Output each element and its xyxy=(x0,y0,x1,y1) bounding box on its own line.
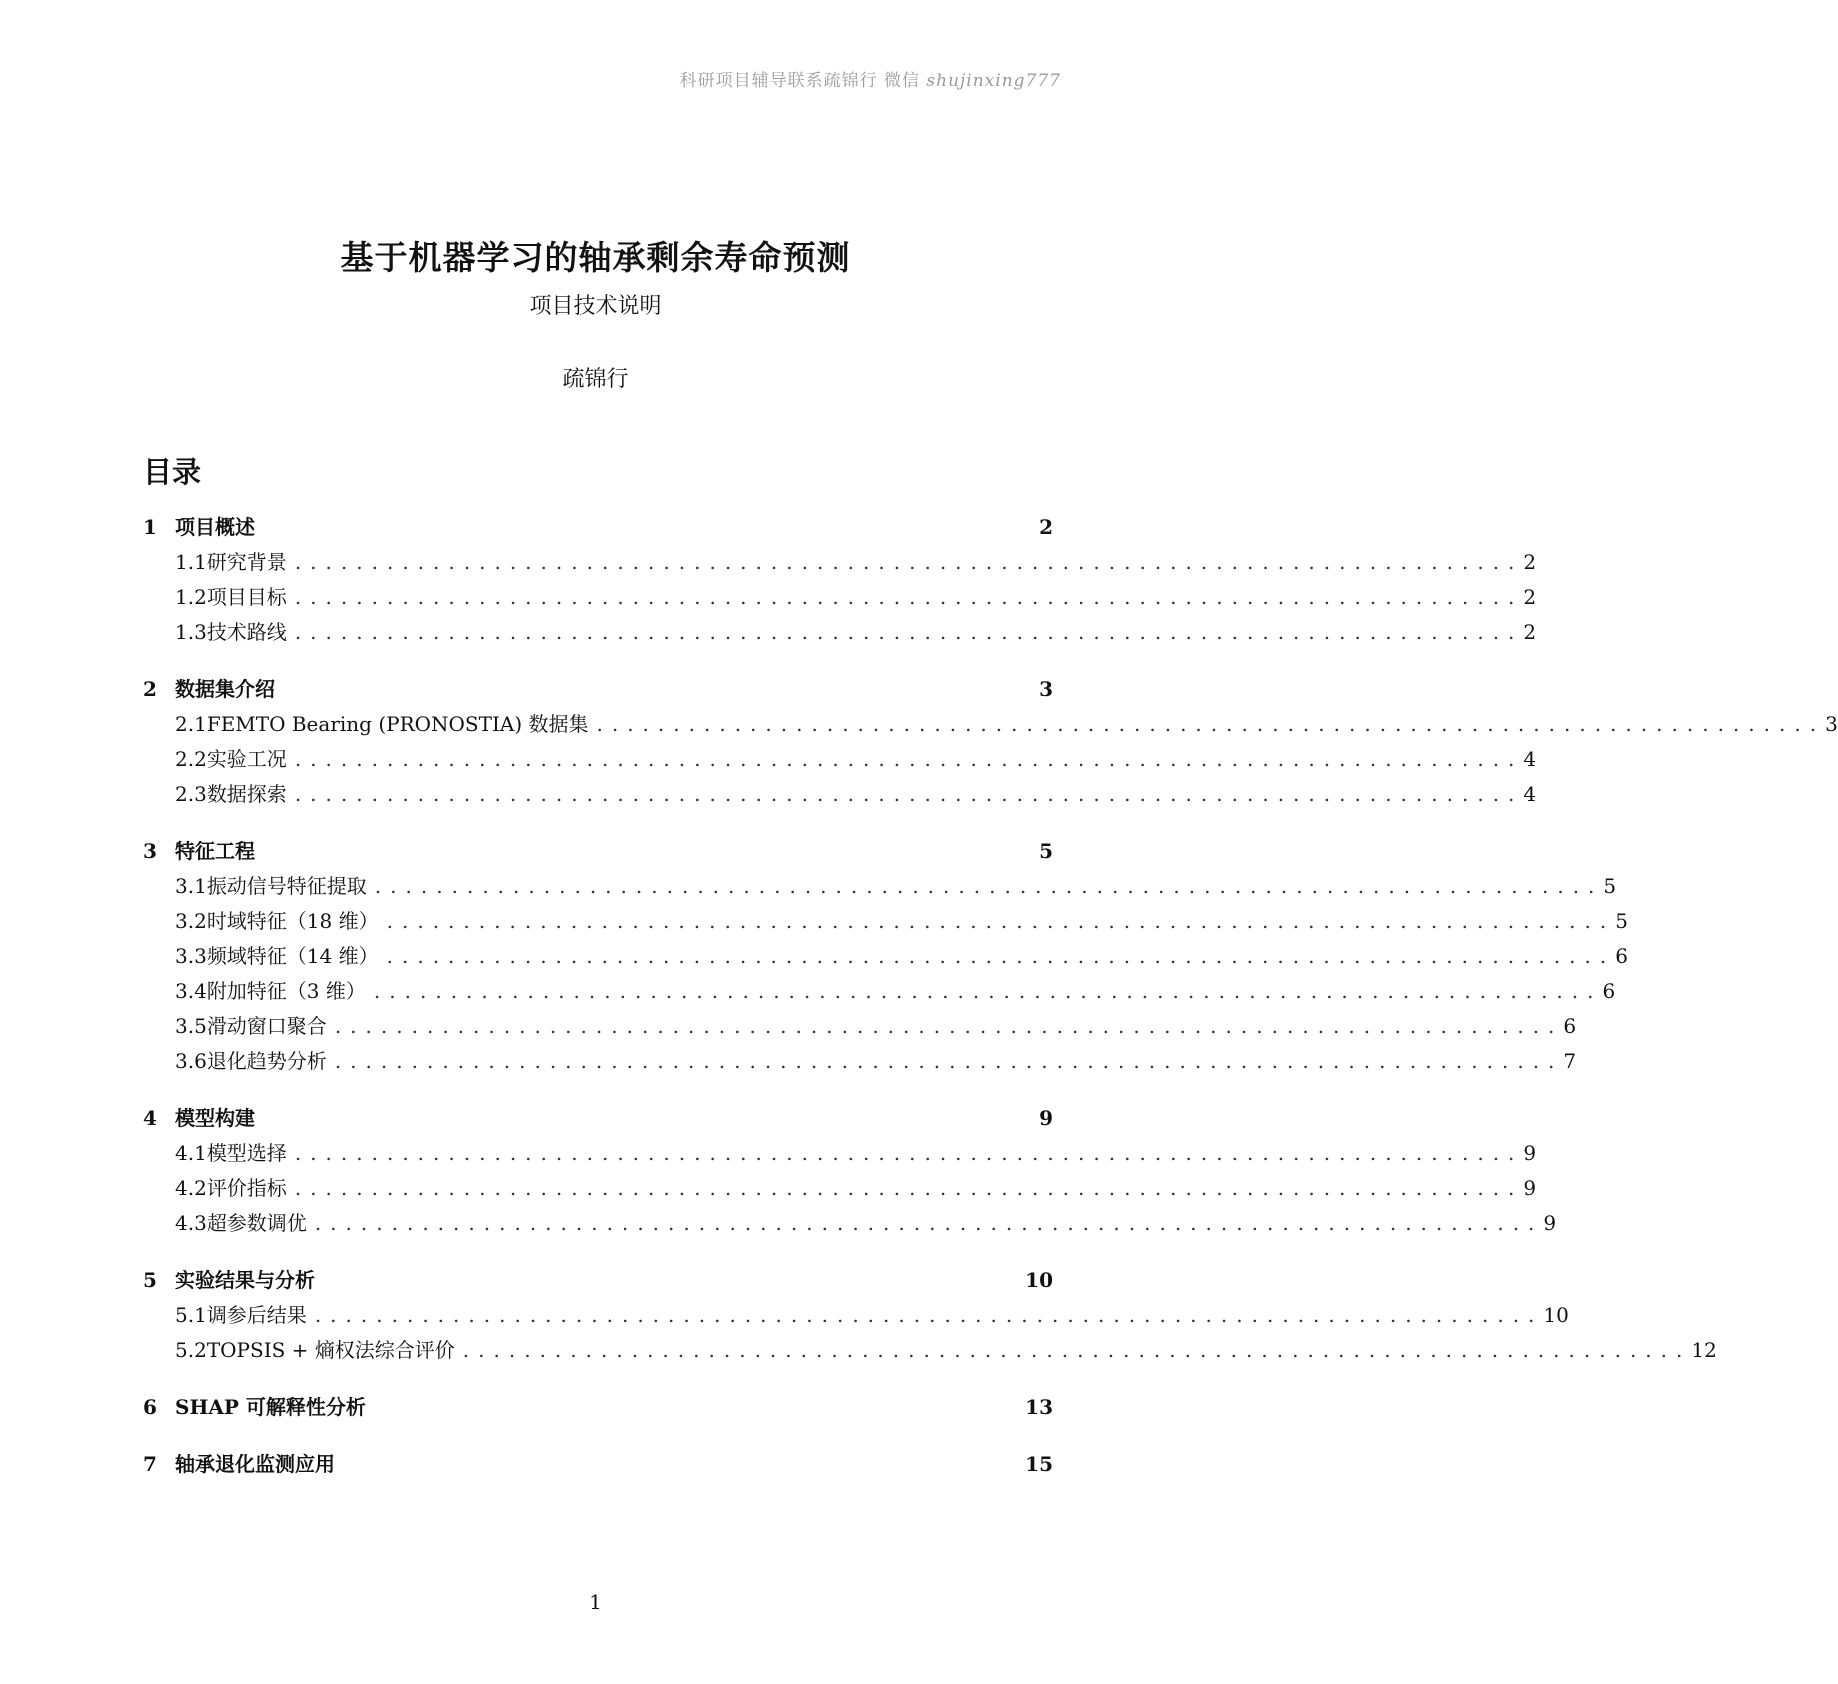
table-of-contents xyxy=(143,450,1838,1483)
toc-subsection-2.3[interactable] xyxy=(143,778,1537,813)
toc-dot-leader: ................................................................................ xyxy=(294,585,1524,609)
toc-subsection-title: 实验工况 xyxy=(206,747,287,771)
toc-subsection-title: 退化趋势分析 xyxy=(206,1049,327,1073)
toc-subsection-page: 10 xyxy=(1543,1303,1569,1327)
toc-section-3[interactable] xyxy=(143,835,1053,870)
toc-dot-leader: ................................................................................ xyxy=(386,944,1616,968)
toc-section-1[interactable] xyxy=(143,511,1053,546)
toc-subsection-number: 3.3 xyxy=(175,944,207,968)
toc-section-page: 5 xyxy=(1039,839,1053,863)
toc-dot-leader: ................................................................................ xyxy=(294,550,1524,574)
document-author: 疏锦行 xyxy=(562,367,629,392)
toc-dot-leader: ................................................................................ xyxy=(373,979,1603,1003)
toc-subsection-title: 超参数调优 xyxy=(206,1211,307,1235)
toc-section-5[interactable] xyxy=(143,1264,1053,1299)
toc-subsection-number: 3.1 xyxy=(175,874,207,898)
toc-subsection-5.2[interactable] xyxy=(143,1334,1717,1369)
toc-subsection-3.4[interactable] xyxy=(143,975,1616,1010)
toc-section-title: 特征工程 xyxy=(175,839,255,863)
toc-subsection-title: 频域特征（14 维） xyxy=(206,944,379,968)
toc-subsection-3.1[interactable] xyxy=(143,870,1617,905)
toc-heading: 目录 xyxy=(143,455,202,489)
toc-section-title: 项目概述 xyxy=(175,515,255,539)
toc-subsection-2.1[interactable] xyxy=(143,708,1838,743)
toc-section-4[interactable] xyxy=(143,1102,1053,1137)
toc-subsection-page: 6 xyxy=(1615,944,1628,968)
toc-subsection-3.2[interactable] xyxy=(143,905,1628,940)
toc-subsection-page: 6 xyxy=(1602,979,1616,1003)
toc-subsection-number: 3.2 xyxy=(175,909,207,933)
toc-subsection-number: 3.6 xyxy=(175,1049,207,1073)
toc-subsection-page: 4 xyxy=(1523,782,1537,806)
toc-subsection-title: 模型选择 xyxy=(206,1141,287,1165)
toc-section-number: 3 xyxy=(143,839,157,863)
toc-subsection-page: 12 xyxy=(1691,1338,1717,1362)
toc-subsection-page: 6 xyxy=(1563,1014,1577,1038)
toc-subsection-page: 4 xyxy=(1523,747,1537,771)
toc-section-6[interactable] xyxy=(143,1391,1053,1426)
toc-subsection-page: 7 xyxy=(1563,1049,1577,1073)
toc-subsection-page: 5 xyxy=(1603,874,1617,898)
toc-subsection-1.1[interactable] xyxy=(143,546,1537,581)
toc-section-number: 4 xyxy=(143,1106,157,1130)
toc-subsection-title: 时域特征（18 维） xyxy=(206,909,379,933)
toc-dot-leader: ................................................................................ xyxy=(294,747,1524,771)
toc-subsection-page: 3 xyxy=(1825,712,1838,736)
toc-dot-leader: ................................................................................ xyxy=(386,909,1616,933)
toc-list xyxy=(143,511,1838,1483)
toc-section-title: 数据集介绍 xyxy=(175,677,275,701)
toc-subsection-title: 评价指标 xyxy=(206,1176,287,1200)
toc-section-page: 2 xyxy=(1039,515,1053,539)
toc-dot-leader: ................................................................................ xyxy=(294,620,1524,644)
header-watermark-note xyxy=(680,66,1061,91)
toc-section-page: 10 xyxy=(1025,1268,1053,1292)
toc-section-page: 9 xyxy=(1039,1106,1053,1130)
toc-subsection-1.3[interactable] xyxy=(143,616,1537,651)
document-title: 基于机器学习的轴承剩余寿命预测 xyxy=(340,238,851,277)
toc-section-title: 模型构建 xyxy=(175,1106,255,1130)
toc-subsection-title: 项目目标 xyxy=(206,585,287,609)
toc-subsection-title: 技术路线 xyxy=(206,620,287,644)
toc-subsection-title: 调参后结果 xyxy=(206,1303,307,1327)
toc-section-number: 7 xyxy=(143,1452,157,1476)
toc-subsection-number: 1.2 xyxy=(175,585,207,609)
toc-section-number: 1 xyxy=(143,515,157,539)
toc-section-number: 6 xyxy=(143,1395,157,1419)
toc-subsection-4.3[interactable] xyxy=(143,1207,1557,1242)
title-block xyxy=(0,232,1191,393)
toc-section-title: SHAP 可解释性分析 xyxy=(175,1395,366,1419)
toc-section-page: 3 xyxy=(1039,677,1053,701)
toc-subsection-4.2[interactable] xyxy=(143,1172,1537,1207)
toc-subsection-number: 2.2 xyxy=(175,747,207,771)
toc-subsection-title: 振动信号特征提取 xyxy=(206,874,367,898)
toc-dot-leader: ................................................................................ xyxy=(374,874,1604,898)
toc-dot-leader: ................................................................................ xyxy=(294,1176,1524,1200)
toc-subsection-title: 研究背景 xyxy=(206,550,287,574)
toc-section-page: 15 xyxy=(1025,1452,1053,1476)
toc-subsection-page: 9 xyxy=(1543,1211,1557,1235)
toc-subsection-page: 2 xyxy=(1523,585,1537,609)
toc-subsection-5.1[interactable] xyxy=(143,1299,1569,1334)
toc-subsection-number: 4.3 xyxy=(175,1211,207,1235)
toc-subsection-number: 5.1 xyxy=(175,1303,207,1327)
toc-subsection-page: 5 xyxy=(1615,909,1628,933)
toc-dot-leader: ................................................................................ xyxy=(334,1049,1564,1073)
toc-subsection-2.2[interactable] xyxy=(143,743,1537,778)
toc-subsection-page: 2 xyxy=(1523,550,1537,574)
toc-dot-leader: ................................................................................ xyxy=(334,1014,1564,1038)
toc-subsection-1.2[interactable] xyxy=(143,581,1537,616)
toc-subsection-number: 5.2 xyxy=(175,1338,207,1362)
toc-section-7[interactable] xyxy=(143,1448,1053,1483)
toc-subsection-number: 3.4 xyxy=(175,979,207,1003)
toc-section-page: 13 xyxy=(1025,1395,1053,1419)
toc-subsection-title: TOPSIS + 熵权法综合评价 xyxy=(206,1338,455,1362)
toc-subsection-page: 9 xyxy=(1523,1176,1537,1200)
toc-section-title: 实验结果与分析 xyxy=(175,1268,315,1292)
toc-section-number: 2 xyxy=(143,677,157,701)
toc-subsection-title: 滑动窗口聚合 xyxy=(206,1014,327,1038)
document-subtitle: 项目技术说明 xyxy=(529,294,662,319)
toc-subsection-number: 2.1 xyxy=(175,712,207,736)
toc-section-title: 轴承退化监测应用 xyxy=(175,1452,335,1476)
toc-subsection-number: 1.3 xyxy=(175,620,207,644)
toc-subsection-title: FEMTO Bearing (PRONOSTIA) 数据集 xyxy=(206,712,589,736)
toc-subsection-page: 9 xyxy=(1523,1141,1537,1165)
toc-dot-leader: ................................................................................ xyxy=(294,782,1524,806)
header-note-wechat-id: shujinxing777 xyxy=(926,71,1061,91)
toc-dot-leader: ................................................................................ xyxy=(314,1211,1544,1235)
toc-subsection-title: 附加特征（3 维） xyxy=(206,979,366,1003)
toc-subsection-number: 4.2 xyxy=(175,1176,207,1200)
toc-subsection-number: 1.1 xyxy=(175,550,207,574)
toc-section-number: 5 xyxy=(143,1268,157,1292)
toc-dot-leader: ................................................................................ xyxy=(596,712,1826,736)
header-note-text: 科研项目辅导联系疏锦行 微信 xyxy=(679,71,927,91)
toc-subsection-title: 数据探索 xyxy=(206,782,287,806)
toc-section-2[interactable] xyxy=(143,673,1053,708)
toc-dot-leader: ................................................................................ xyxy=(314,1303,1544,1327)
toc-subsection-number: 4.1 xyxy=(175,1141,207,1165)
toc-subsection-4.1[interactable] xyxy=(143,1137,1537,1172)
toc-subsection-3.6[interactable] xyxy=(143,1045,1577,1080)
toc-subsection-3.5[interactable] xyxy=(143,1010,1577,1045)
toc-subsection-page: 2 xyxy=(1523,620,1537,644)
toc-dot-leader: ................................................................................ xyxy=(462,1338,1692,1362)
toc-subsection-number: 3.5 xyxy=(175,1014,207,1038)
toc-dot-leader: ................................................................................ xyxy=(294,1141,1524,1165)
toc-subsection-number: 2.3 xyxy=(175,782,207,806)
toc-subsection-3.3[interactable] xyxy=(143,940,1628,975)
page-number: 1 xyxy=(589,1590,602,1614)
